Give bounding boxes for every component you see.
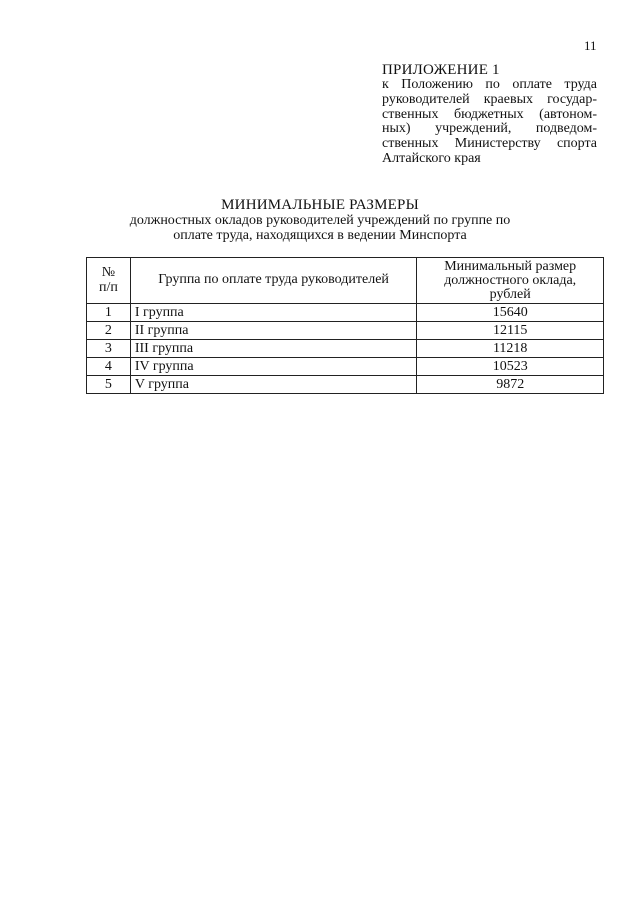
page-number: 11 [584, 38, 597, 53]
row-number: 5 [87, 376, 131, 394]
document-heading: МИНИМАЛЬНЫЕ РАЗМЕРЫ [221, 197, 419, 213]
header-number-abbr: п/п [98, 279, 118, 295]
row-salary: 10523 [417, 358, 604, 376]
row-number: 4 [87, 358, 131, 376]
header-salary-line: Минимальный размер [444, 258, 577, 274]
table-row [87, 358, 604, 376]
appendix-line: ственных Министерству спорта [382, 136, 597, 152]
appendix-line: ных) учреждений, подведом- [382, 121, 597, 137]
header-group: Группа по оплате труда руководителей [130, 258, 417, 304]
row-group: IV группа [130, 358, 417, 376]
row-group: III группа [130, 340, 417, 358]
appendix-line: к Положению по оплате труда [382, 77, 597, 92]
document-subtitle-line-2: оплате труда, находящихся в ведении Минспорта [173, 228, 467, 243]
row-group: I группа [130, 304, 417, 322]
header-salary-line: должностного оклада, [444, 272, 577, 288]
appendix-line: ственных бюджетных (автоном- [382, 106, 597, 122]
row-number: 2 [87, 322, 131, 340]
table-header-row [87, 258, 604, 304]
table-row [87, 376, 604, 394]
row-salary: 12115 [417, 322, 604, 340]
table-row [87, 304, 604, 322]
document-title-block [0, 198, 640, 243]
appendix-line: руководителей краевых государ- [382, 91, 597, 107]
salary-table-body [87, 304, 604, 394]
document-subtitle-line-1: должностных окладов руководителей учреждений по группе по [129, 213, 511, 228]
header-number-symbol: № [101, 265, 116, 280]
table-row [87, 322, 604, 340]
row-number: 1 [87, 304, 131, 322]
row-salary: 11218 [417, 340, 604, 358]
row-group: V группа [130, 376, 417, 394]
row-salary: 15640 [417, 304, 604, 322]
salary-table-header [87, 258, 604, 304]
header-number [87, 258, 131, 304]
table-row [87, 340, 604, 358]
appendix-text [382, 78, 597, 167]
row-group: II группа [130, 322, 417, 340]
appendix-title: ПРИЛОЖЕНИЕ 1 [382, 62, 500, 78]
appendix-line: Алтайского края [382, 150, 481, 166]
row-number: 3 [87, 340, 131, 358]
salary-table [86, 257, 604, 394]
header-salary [417, 258, 604, 304]
appendix-block [382, 62, 597, 167]
row-salary: 9872 [417, 376, 604, 394]
header-salary-line: рублей [489, 286, 531, 302]
